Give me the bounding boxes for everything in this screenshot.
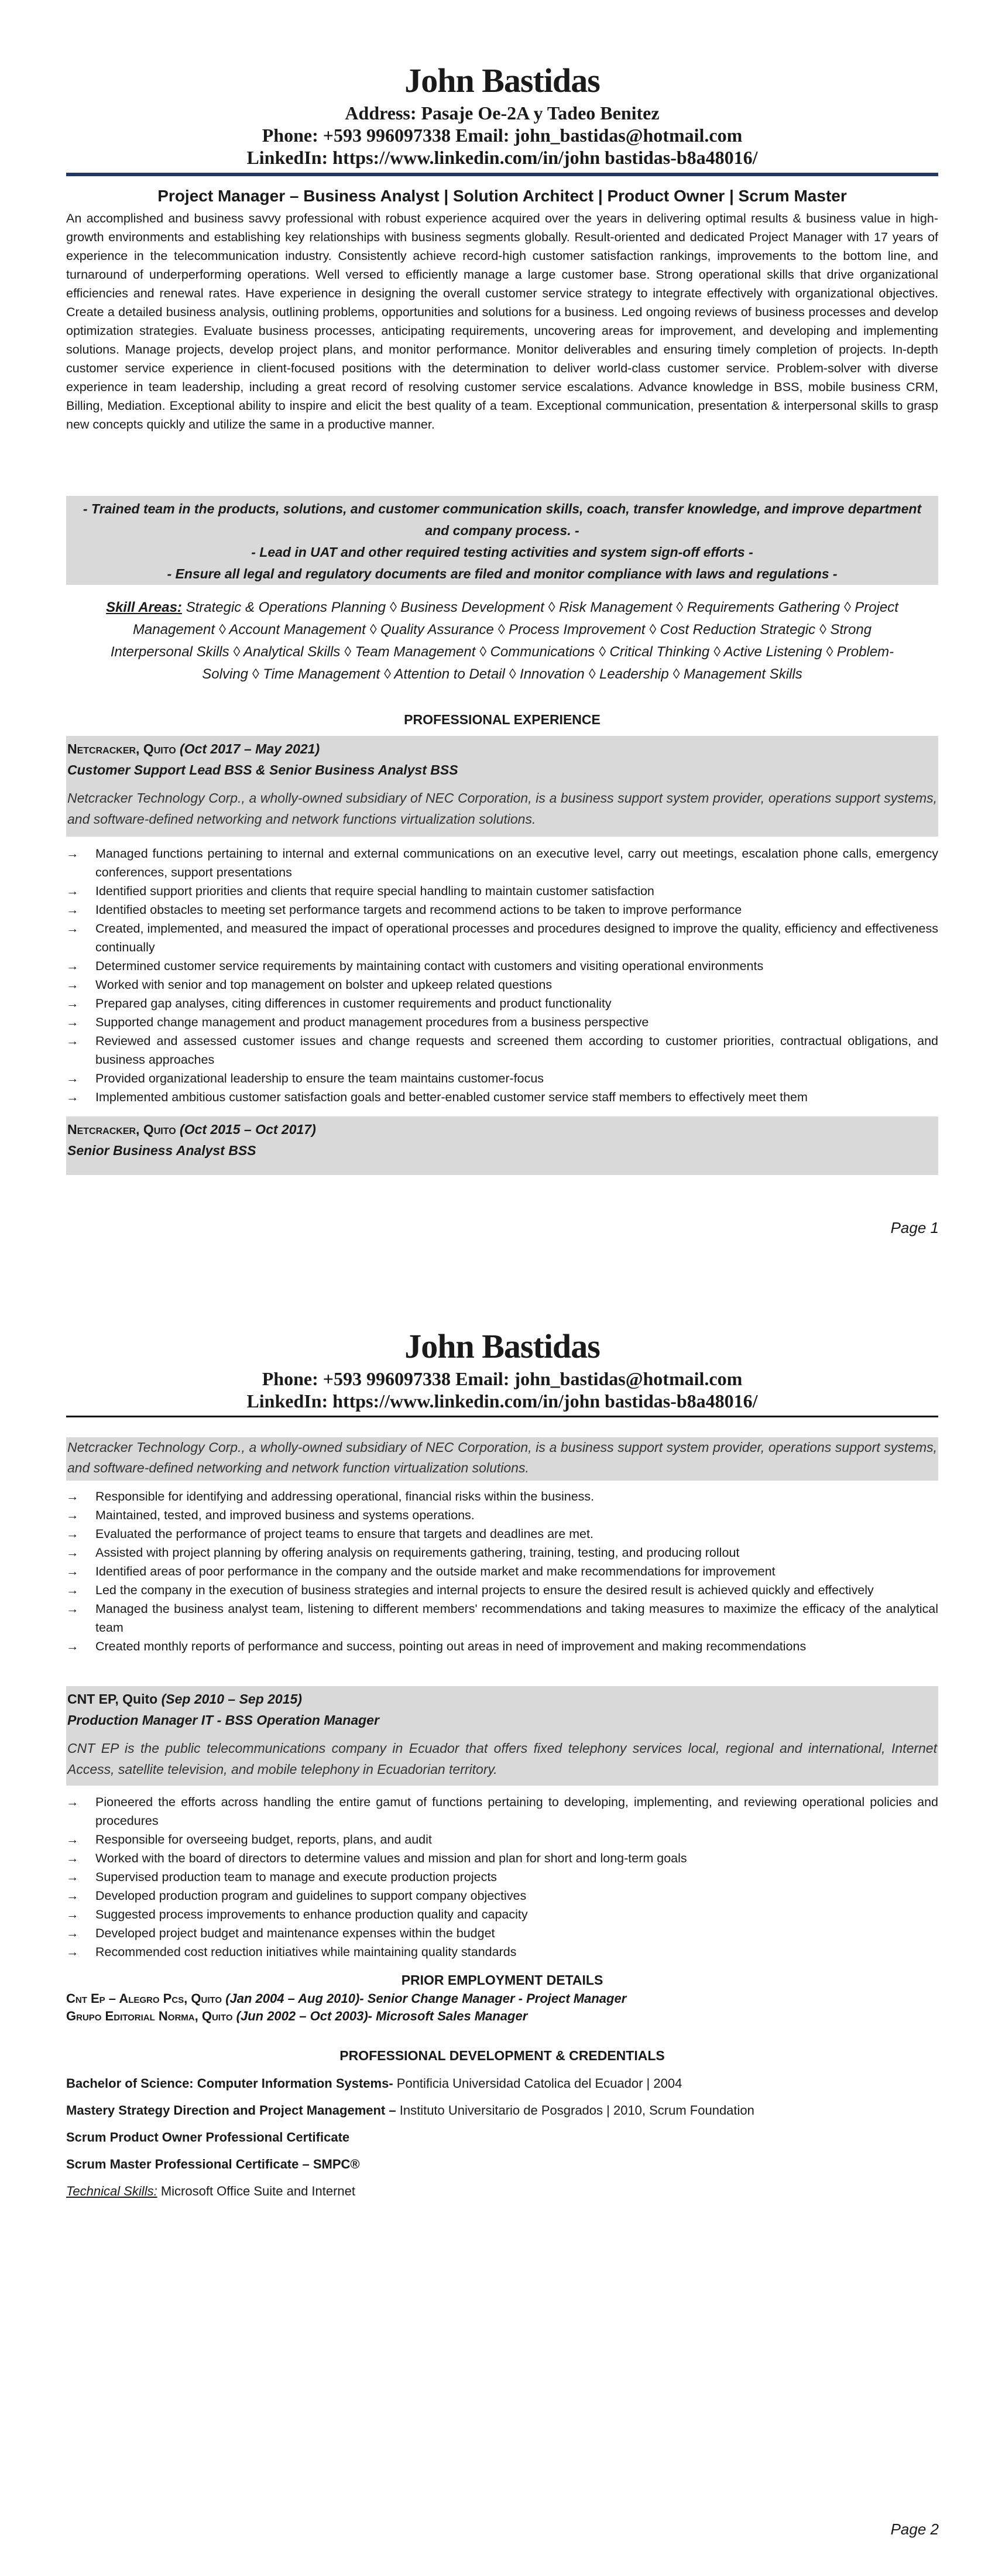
bullet-text: Provided organizational leadership to ensure the team maintains customer-focus <box>95 1071 544 1085</box>
arrow-icon: → <box>66 1639 79 1653</box>
job-bullets <box>66 1487 938 1656</box>
arrow-icon: → <box>66 996 79 1010</box>
arrow-icon: → <box>66 1832 79 1847</box>
arrow-icon: → <box>66 959 79 973</box>
bullet-text: Determined customer service requirements by maintaining contact with customers and visiting operational environments <box>95 959 764 973</box>
job-role: Senior Business Analyst BSS <box>67 1143 256 1158</box>
job-company: Netcracker, Quito (Oct 2015 – Oct 2017) <box>67 1122 316 1137</box>
arrow-icon: → <box>66 1527 79 1541</box>
bullet-item <box>66 1849 938 1868</box>
job-company: Netcracker, Quito (Oct 2017 – May 2021) <box>67 741 320 756</box>
arrow-icon: → <box>66 1489 79 1503</box>
bullet-text: Managed the business analyst team, listening to different members' recommendations and taking measures to maximize the efficacy of the analytical team <box>95 1602 938 1635</box>
bullet-item <box>66 1487 938 1506</box>
highlight: - Ensure all legal and regulatory documents are filed and monitor compliance with laws and regulations - <box>167 566 838 581</box>
technical-skills: Technical Skills: Microsoft Office Suite and Internet <box>66 2184 356 2198</box>
job-role: Production Manager IT - BSS Operation Manager <box>67 1712 379 1728</box>
arrow-icon: → <box>66 1546 79 1560</box>
highlights-box <box>66 496 938 585</box>
arrow-icon: → <box>66 1508 79 1522</box>
bullet-text: Led the company in the execution of business strategies and internal projects to ensure the desired result is achieved quickly and effectively <box>95 1583 874 1597</box>
bullet-item <box>66 1637 938 1656</box>
arrow-icon: → <box>66 847 79 861</box>
job-header <box>66 1116 938 1175</box>
arrow-icon: → <box>66 1602 79 1616</box>
bullet-item <box>66 1069 938 1088</box>
arrow-icon: → <box>66 978 79 992</box>
bullet-text: Identified areas of poor performance in the company and the outside market and make recommendations for improvement <box>95 1564 776 1578</box>
credential-item: Bachelor of Science: Computer Information Systems- Pontificia Universidad Catolica del Ecuador | 2004 <box>66 2076 682 2091</box>
bullet-item <box>66 882 938 900</box>
address: Address: Pasaje Oe-2A y Tadeo Benitez <box>345 102 660 124</box>
bullet-item <box>66 1581 938 1599</box>
arrow-icon: → <box>66 1583 79 1597</box>
bullet-item <box>66 1013 938 1032</box>
bullet-text: Developed production program and guidelines to support company objectives <box>95 1889 527 1903</box>
bullet-item <box>66 975 938 994</box>
arrow-icon: → <box>66 922 79 936</box>
bullet-item <box>66 1943 938 1961</box>
arrow-icon: → <box>66 1870 79 1884</box>
bullet-text: Evaluated the performance of project teams to ensure that targets and deadlines are met. <box>95 1527 593 1541</box>
arrow-icon: → <box>66 1034 79 1048</box>
arrow-icon: → <box>66 1015 79 1029</box>
arrow-icon: → <box>66 903 79 917</box>
bullet-text: Supervised production team to manage and execute production projects <box>95 1870 498 1884</box>
header-divider <box>66 1416 938 1417</box>
job-description: Netcracker Technology Corp., a wholly-owned subsidiary of NEC Corporation, is a business support system provider, operations support systems, and software-defined networking and network function virtualization solutions. <box>67 1440 937 1475</box>
bullet-item <box>66 957 938 975</box>
arrow-icon: → <box>66 1926 79 1940</box>
bullet-text: Prepared gap analyses, citing differences in customer requirements and product functionality <box>95 996 612 1010</box>
bullet-text: Pioneered the efforts across handling the entire gamut of functions pertaining to developing, implementing, and reviewing operational policies and procedures <box>95 1795 938 1828</box>
bullet-text: Reviewed and assessed customer issues and change requests and screened them according to customer priorities, contractual obligations, and business approaches <box>95 1034 938 1067</box>
header-divider <box>66 173 938 176</box>
page-number: Page 1 <box>890 1219 939 1236</box>
job-header <box>66 1686 938 1786</box>
arrow-icon: → <box>66 1071 79 1085</box>
section-title-experience: PROFESSIONAL EXPERIENCE <box>404 712 601 727</box>
prior-job: Grupo Editorial Norma, Quito (Jun 2002 – Oct 2003)- Microsoft Sales Manager <box>66 2009 528 2023</box>
linkedin: LinkedIn: https://www.linkedin.com/in/john bastidas-b8a48016/ <box>246 147 758 168</box>
summary: An accomplished and business savvy professional with robust experience acquired over the years in delivering optimal results & business value in high-growth environments and establishing key relationships with business segments globally. Result-oriented and dedicated Project Manager with 17 years of experience in the telecommunication industry. Consistently achieve record-high customer satisfaction rankings, improvements to the bottom line, and turnaround of underperforming operations. Well versed to efficiently manage a large customer base. Strong operational skills that drive organizational efficiencies and renewal rates. Have experience in designing the overall customer service strategy to integrate effectively with organizational objectives. Create a detailed business analysis, outlining problems, opportunities and solutions for a business. Led ongoing reviews of business processes and develop optimization strategies. Evaluate business processes, anticipating requirements, uncovering areas for improvement, and developing and implementing solutions. Manage projects, develop project plans, and monitor performance. Monitor deliverables and ensuring timely completion of projects. In-depth customer service experience in client-focused positions with the determination to deliver world-class customer service. Problem-solver with diverse experience in team leadership, including a great record of resolving customer service escalations. Advance knowledge in BSS, mobile business CRM, Billing, Mediation. Exceptional ability to inspire and elicit the best quality of a team. Exceptional communication, presentation & interpersonal skills to grasp new concepts quickly and utilize the same in a productive manner. <box>66 211 938 431</box>
bullet-item <box>66 1088 938 1107</box>
bullet-text: Suggested process improvements to enhance production quality and capacity <box>95 1907 528 1921</box>
arrow-icon: → <box>66 1090 79 1104</box>
bullet-text: Identified obstacles to meeting set performance targets and recommend actions to be taken to improve performance <box>95 903 742 917</box>
phone-email: Phone: +593 996097338 Email: john_bastidas@hotmail.com <box>262 125 743 146</box>
highlight: - Lead in UAT and other required testing activities and system sign-off efforts - <box>251 544 753 560</box>
section-title-credentials: PROFESSIONAL DEVELOPMENT & CREDENTIALS <box>339 2048 665 2063</box>
arrow-icon: → <box>66 1907 79 1921</box>
bullet-item <box>66 1599 938 1637</box>
arrow-icon: → <box>66 884 79 898</box>
bullet-item <box>66 994 938 1013</box>
arrow-icon: → <box>66 1851 79 1865</box>
bullet-text: Implemented ambitious customer satisfaction goals and better-enabled customer service staff members to effectively meet them <box>95 1090 808 1104</box>
credential-item: Mastery Strategy Direction and Project Management – Instituto Universitario de Posgrados | 2010, Scrum Foundation <box>66 2103 754 2118</box>
bullet-text: Worked with the board of directors to determine values and mission and plan for short and long-term goals <box>95 1851 687 1865</box>
bullet-text: Created, implemented, and measured the impact of operational processes and procedures designed to improve the quality, efficiency and effectiveness continually <box>95 922 938 954</box>
bullet-text: Recommended cost reduction initiatives while maintaining quality standards <box>95 1945 517 1959</box>
bullet-text: Worked with senior and top management on bolster and upkeep related questions <box>95 978 553 992</box>
page-number: Page 2 <box>890 2520 939 2538</box>
job-role: Customer Support Lead BSS & Senior Business Analyst BSS <box>67 762 458 777</box>
bullet-item <box>66 1525 938 1543</box>
bullet-item <box>66 844 938 882</box>
prior-job: Cnt Ep – Alegro Pcs, Quito (Jan 2004 – Aug 2010)- Senior Change Manager - Project Manager <box>66 1991 627 2006</box>
job-header <box>66 736 938 837</box>
skill-areas-list: Strategic & Operations Planning ◊ Business Development ◊ Risk Management ◊ Requirements Gathering ◊ Project Management ◊ Account Management ◊ Quality Assurance ◊ Process Improvement ◊ Cost Reduction Strategic ◊ Strong Interpersonal Skills ◊ Analytical Skills ◊ Team Management ◊ Communications ◊ Critical Thinking ◊ Active Listening ◊ Problem-Solving ◊ Time Management ◊ Attention to Detail ◊ Innovation ◊ Leadership ◊ Management Skills <box>110 600 898 682</box>
bullet-text: Supported change management and product management procedures from a business perspective <box>95 1015 649 1029</box>
job-description-box <box>66 1437 938 1481</box>
credential-item: Scrum Master Professional Certificate – SMPC® <box>66 2157 360 2171</box>
headline: Project Manager – Business Analyst | Solution Architect | Product Owner | Scrum Master <box>157 187 847 205</box>
bullet-item <box>66 919 938 957</box>
bullet-item <box>66 1793 938 1830</box>
bullet-text: Created monthly reports of performance and success, pointing out areas in need of improvement and making recommendations <box>95 1639 807 1653</box>
skill-areas <box>66 597 938 686</box>
arrow-icon: → <box>66 1889 79 1903</box>
bullet-item <box>66 900 938 919</box>
bullet-item <box>66 1905 938 1924</box>
highlight: - Trained team in the products, solutions, and customer communication skills, coach, transfer knowledge, and improve department and company process. - <box>83 501 922 538</box>
job-bullets <box>66 1793 938 1961</box>
bullet-item <box>66 1506 938 1525</box>
job-company: CNT EP, Quito (Sep 2010 – Sep 2015) <box>67 1691 302 1707</box>
job-description: CNT EP is the public telecommunications company in Ecuador that offers fixed telephony services local, regional and international, Internet Access, satellite television, and mobile telephony in Ecuadorian territory. <box>67 1741 937 1777</box>
candidate-name: John Bastidas <box>404 61 600 100</box>
linkedin: LinkedIn: https://www.linkedin.com/in/john bastidas-b8a48016/ <box>246 1390 758 1412</box>
bullet-text: Identified support priorities and clients that require special handling to maintain customer satisfaction <box>95 884 654 898</box>
bullet-item <box>66 1032 938 1069</box>
bullet-text: Responsible for overseeing budget, reports, plans, and audit <box>95 1832 432 1847</box>
candidate-name: John Bastidas <box>404 1327 600 1365</box>
skill-areas-label: Skill Areas: <box>106 600 182 615</box>
credential-item: Scrum Product Owner Professional Certificate <box>66 2130 350 2145</box>
bullet-item <box>66 1562 938 1581</box>
credentials-list <box>66 2070 938 2205</box>
arrow-icon: → <box>66 1945 79 1959</box>
bullet-item <box>66 1868 938 1886</box>
bullet-text: Developed project budget and maintenance expenses within the budget <box>95 1926 495 1940</box>
bullet-text: Responsible for identifying and addressing operational, financial risks within the business. <box>95 1489 595 1503</box>
section-title-prior: PRIOR EMPLOYMENT DETAILS <box>401 1972 603 1988</box>
job-description: Netcracker Technology Corp., a wholly-owned subsidiary of NEC Corporation, is a business support system provider, operations support systems, and software-defined networking and network functions virtualization solutions. <box>67 790 937 827</box>
bullet-text: Maintained, tested, and improved business and systems operations. <box>95 1508 475 1522</box>
job-bullets <box>66 844 938 1107</box>
phone-email: Phone: +593 996097338 Email: john_bastidas@hotmail.com <box>262 1368 743 1389</box>
bullet-text: Assisted with project planning by offering analysis on requirements gathering, training, testing, and producing rollout <box>95 1546 740 1560</box>
arrow-icon: → <box>66 1795 79 1809</box>
bullet-item <box>66 1543 938 1562</box>
arrow-icon: → <box>66 1564 79 1578</box>
bullet-item <box>66 1924 938 1943</box>
bullet-text: Managed functions pertaining to internal and external communications on an executive level, carry out meetings, escalation phone calls, emergency conferences, support presentations <box>95 847 938 879</box>
bullet-item <box>66 1886 938 1905</box>
bullet-item <box>66 1830 938 1849</box>
